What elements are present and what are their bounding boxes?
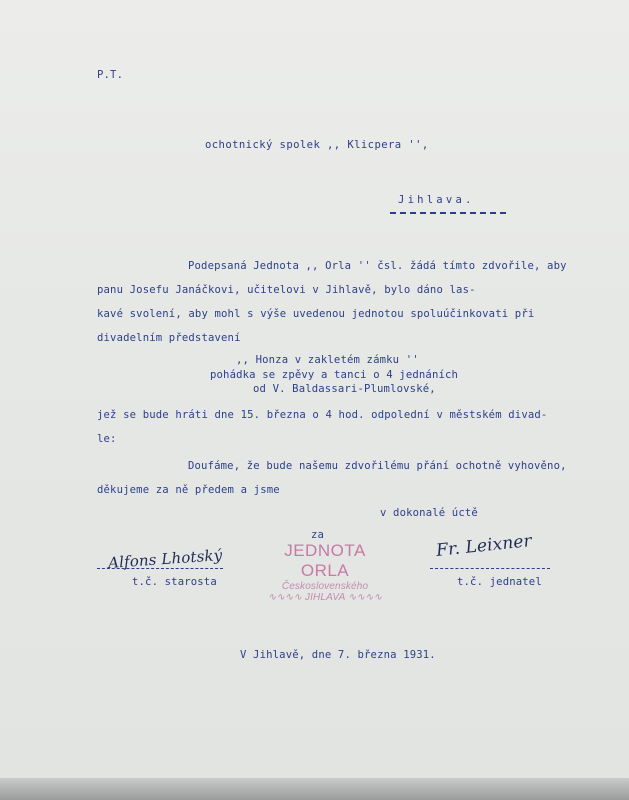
left-role: t.č. starosta (132, 576, 217, 588)
stamp-line-2: Československého (281, 581, 369, 592)
closing-line-1: Doufáme, že bude našemu zdvořilému přání ochotně vyhověno, (188, 460, 567, 472)
play-subtitle: pohádka se zpěvy a tanci o 4 jednáních (210, 369, 459, 381)
right-signature: Fr. Leixner (435, 531, 533, 561)
city-heading: Jihlava. (398, 194, 475, 206)
stamp-wave-left: ∿∿∿∿ (267, 592, 302, 603)
stamp-line-1: JEDNOTA ORLA (284, 541, 366, 580)
city-underline (390, 212, 506, 214)
body-line-4: divadelním představení (97, 332, 241, 344)
play-author: od V. Baldassari-Plumlovské, (253, 383, 436, 395)
paper-bottom-edge (0, 778, 629, 800)
left-signature: Alfons Lhotský (107, 546, 223, 572)
body2-line-2: le: (97, 433, 117, 445)
closing-line-2: děkujeme za ně předem a jsme (97, 484, 280, 496)
za-label: za (311, 529, 325, 541)
right-signature-line (430, 568, 550, 569)
salutation: P.T. (97, 69, 124, 81)
play-title: ,, Honza v zakletém zámku '' (236, 354, 419, 366)
body-line-1: Podepsaná Jednota ,, Orla '' čsl. žádá tímto zdvořile, aby (188, 260, 567, 272)
recipient-line: ochotnický spolek ,, Klicpera '', (205, 139, 429, 151)
stamp-wave-right: ∿∿∿∿ (348, 592, 383, 603)
organization-stamp (260, 541, 390, 603)
body2-line-1: jež se bude hráti dne 15. března o 4 hod. odpolední v městském divad- (97, 409, 548, 421)
left-signature-line (97, 568, 223, 569)
stamp-line-3: ∿∿∿∿ JIHLAVA ∿∿∿∿ (267, 592, 383, 603)
body-line-3: kavé svolení, aby mohl s výše uvedenou jednotou spoluúčinkovati při (97, 308, 535, 320)
date-line: V Jihlavě, dne 7. března 1931. (240, 649, 436, 661)
body-line-2: panu Josefu Janáčkovi, učitelovi v Jihlavě, bylo dáno las- (97, 284, 476, 296)
right-role: t.č. jednatel (457, 576, 542, 588)
regards: v dokonalé úctě (380, 507, 478, 519)
